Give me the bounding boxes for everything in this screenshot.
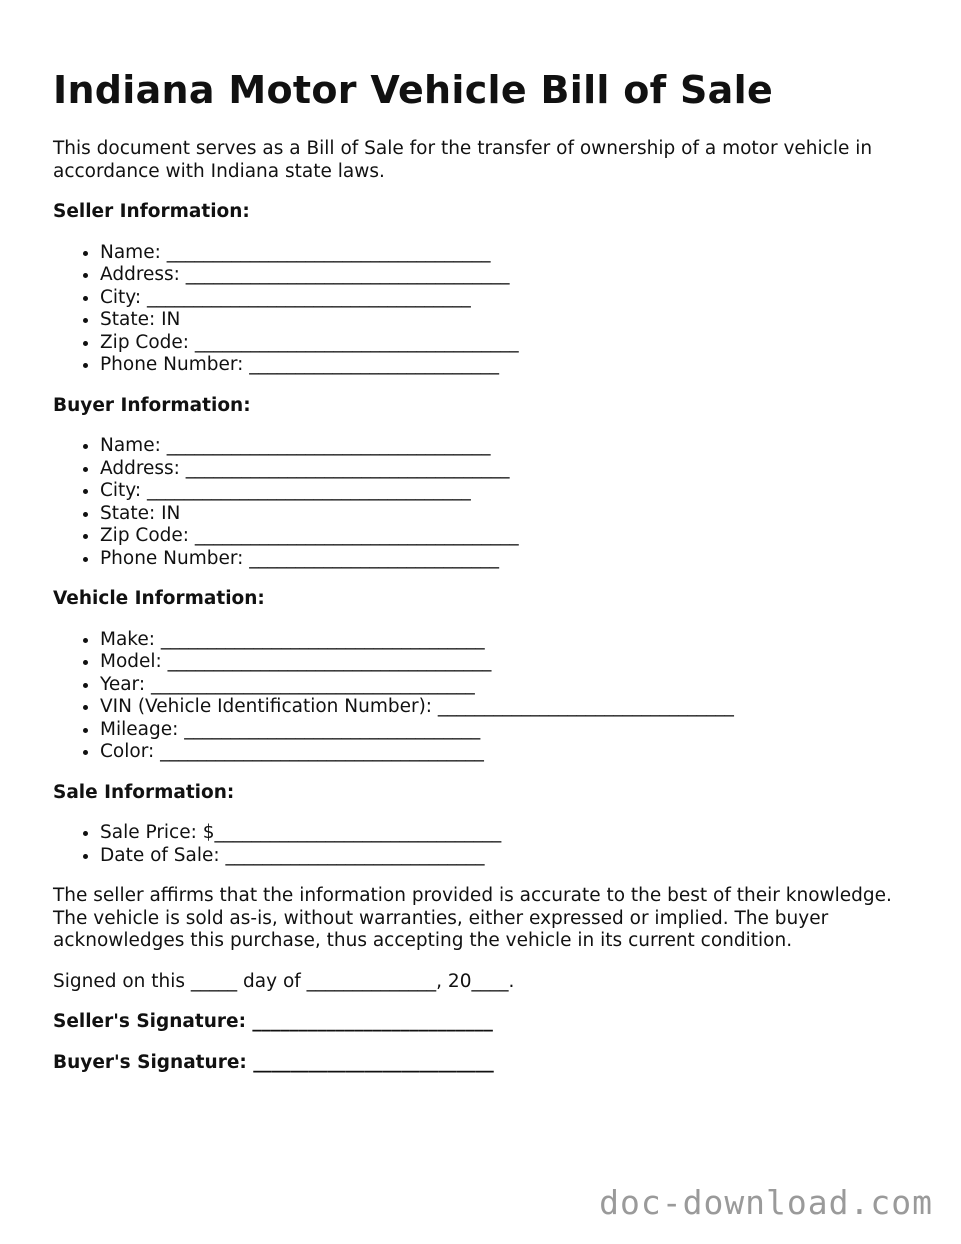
seller-zip-field: • Zip Code: ___________________________________	[100, 332, 913, 355]
sale-date-field: • Date of Sale: ____________________________	[100, 845, 913, 868]
vehicle-mileage-field: • Mileage: ________________________________	[100, 719, 913, 742]
seller-info-list	[53, 242, 913, 377]
seller-name-field: • Name: ___________________________________	[100, 242, 913, 265]
vehicle-vin-field: • VIN (Vehicle Identification Number): ________________________________	[100, 696, 913, 719]
sale-price-field: • Sale Price: $_______________________________	[100, 822, 913, 845]
document-title: Indiana Motor Vehicle Bill of Sale	[53, 68, 774, 112]
document-page	[53, 66, 913, 1092]
vehicle-make-field: • Make: ___________________________________	[100, 629, 913, 652]
seller-section-heading: Seller Information:	[53, 201, 250, 222]
buyer-city-field: • City: ___________________________________	[100, 480, 913, 503]
seller-phone-field: • Phone Number: ___________________________	[100, 354, 913, 377]
seller-address-field: • Address: ___________________________________	[100, 264, 913, 287]
buyer-state-field: • State: IN	[100, 503, 913, 526]
watermark-text: doc-download.com	[599, 1183, 933, 1222]
seller-signature-line: Seller's Signature: __________________________	[53, 1011, 493, 1032]
vehicle-info-list	[53, 629, 913, 764]
sale-section-heading: Sale Information:	[53, 781, 235, 803]
buyer-zip-field: • Zip Code: ___________________________________	[100, 525, 913, 548]
vehicle-section-heading: Vehicle Information:	[53, 588, 265, 609]
vehicle-model-field: • Model: ___________________________________	[100, 651, 913, 674]
buyer-section-heading: Buyer Information:	[53, 394, 251, 416]
vehicle-year-field: • Year: ___________________________________	[100, 674, 913, 697]
buyer-address-field: • Address: ___________________________________	[100, 458, 913, 481]
buyer-name-field: • Name: ___________________________________	[100, 435, 913, 458]
vehicle-color-field: • Color: ___________________________________	[100, 741, 913, 764]
signed-on-line: Signed on this _____ day of ______________, 20____.	[53, 970, 515, 992]
buyer-signature-line: Buyer's Signature: __________________________	[53, 1051, 494, 1073]
sale-info-list	[53, 822, 913, 867]
intro-paragraph: This document serves as a Bill of Sale for the transfer of ownership of a motor vehicle in accordance with Indiana state laws.	[53, 138, 873, 182]
buyer-phone-field: • Phone Number: ___________________________	[100, 548, 913, 571]
affirmation-paragraph: The seller affirms that the information provided is accurate to the best of their knowledge. The vehicle is sold as-is, without warranties, either expressed or implied. The buyer acknowledges this purchase, thus accepting the vehicle in its current condition.	[53, 885, 892, 951]
buyer-info-list	[53, 435, 913, 570]
seller-state-field: • State: IN	[100, 309, 913, 332]
seller-city-field: • City: ___________________________________	[100, 287, 913, 310]
